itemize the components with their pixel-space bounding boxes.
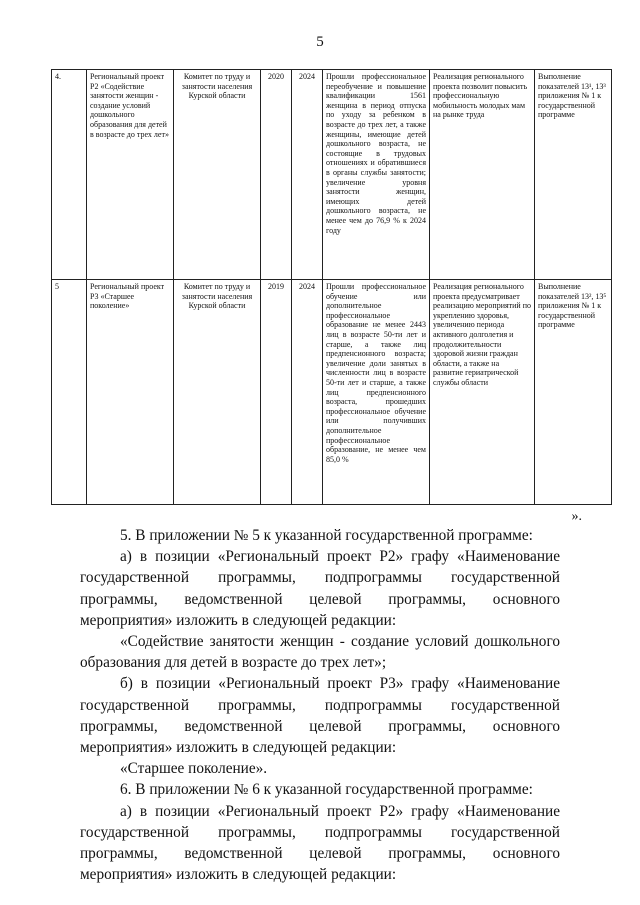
program-table xyxy=(51,69,612,505)
program-name-cell: Региональный проект Р2 «Содействие занятости женщин - создание условий дошкольного образования для детей в возрасте до трех лет» xyxy=(87,70,174,280)
paragraph: а) в позиции «Региональный проект Р2» графу «Наименование государственной программы, подпрограммы государственной программы, ведомственной целевой программы, основного мероприятия» изложить в следующей редакции: xyxy=(80,802,560,884)
program-name-cell: Региональный проект Р3 «Старшее поколение» xyxy=(87,280,174,505)
row-number: 4. xyxy=(52,70,87,280)
document-body xyxy=(80,525,560,885)
table-row xyxy=(52,280,612,505)
table-row xyxy=(52,70,612,280)
paragraph: а) в позиции «Региональный проект Р2» графу «Наименование государственной программы, подпрограммы государственной программы, ведомственной целевой программы, основного мероприятия» изложить в следующей редакции: xyxy=(80,548,560,629)
paragraph: б) в позиции «Региональный проект Р3» графу «Наименование государственной программы, подпрограммы государственной программы, ведомственной целевой программы, основного мероприятия» изложить в следующей редакции: xyxy=(80,675,560,757)
executor-cell: Комитет по труду и занятости населения Курской области xyxy=(174,280,261,505)
expected-result-cell: Прошли профессиональное обучение или дополнительное профессиональное образование не менее 2443 лиц в возрасте 50-ти лет и старше, а также лиц предпенсионного возраста; увеличение доли занятых в численности лиц в возрасте 50-ти лет и старше, а также лиц предпенсионного возраста, прошедших профессиональное обучение или получивших дополнительное профессиональное образование, не менее чем 85,0 % xyxy=(323,280,430,505)
paragraph: «Содействие занятости женщин - создание условий дошкольного образования для детей в возрасте до трех лет»; xyxy=(80,633,560,672)
indicators-cell: Выполнение показателей 13², 13⁵ приложения № 1 к государственной программе xyxy=(535,280,612,505)
closing-quote: ». xyxy=(571,509,582,524)
executor-cell: Комитет по труду и занятости населения Курской области xyxy=(174,70,261,280)
expected-result-cell: Прошли профессиональное переобучение и повышение квалификации 1561 женщина в период отпуска по уходу за ребенком в возрасте до трех лет, а также женщины, имеющие детей дошкольного возраста, не состоящие в трудовых отношениях и обратившиеся в органы службы занятости; увеличение уровня занятости женщин, имеющих детей дошкольного возраста, не менее чем до 76,9 % к 2024 году xyxy=(323,70,430,280)
paragraph: 5. В приложении № 5 к указанной государственной программе: xyxy=(120,527,533,544)
end-year-cell: 2024 xyxy=(292,280,323,505)
row-number: 5 xyxy=(52,280,87,505)
paragraph: «Старшее поколение». xyxy=(120,760,268,778)
end-year-cell: 2024 xyxy=(292,70,323,280)
page-number: 5 xyxy=(316,34,324,50)
connection-cell: Реализация регионального проекта позволит повысить профессиональную мобильность молодых мам на рынке труда xyxy=(430,70,535,280)
paragraph: 6. В приложении № 6 к указанной государственной программе: xyxy=(120,781,533,799)
start-year-cell: 2020 xyxy=(261,70,292,280)
connection-cell: Реализация регионального проекта предусматривает реализацию мероприятий по укреплению здоровья, увеличению периода активного долголетия и продолжительности здоровой жизни граждан области, а также на развитие гериатрической службы области xyxy=(430,280,535,505)
start-year-cell: 2019 xyxy=(261,280,292,505)
indicators-cell: Выполнение показателей 13¹, 13³ приложения № 1 к государственной программе xyxy=(535,70,612,280)
